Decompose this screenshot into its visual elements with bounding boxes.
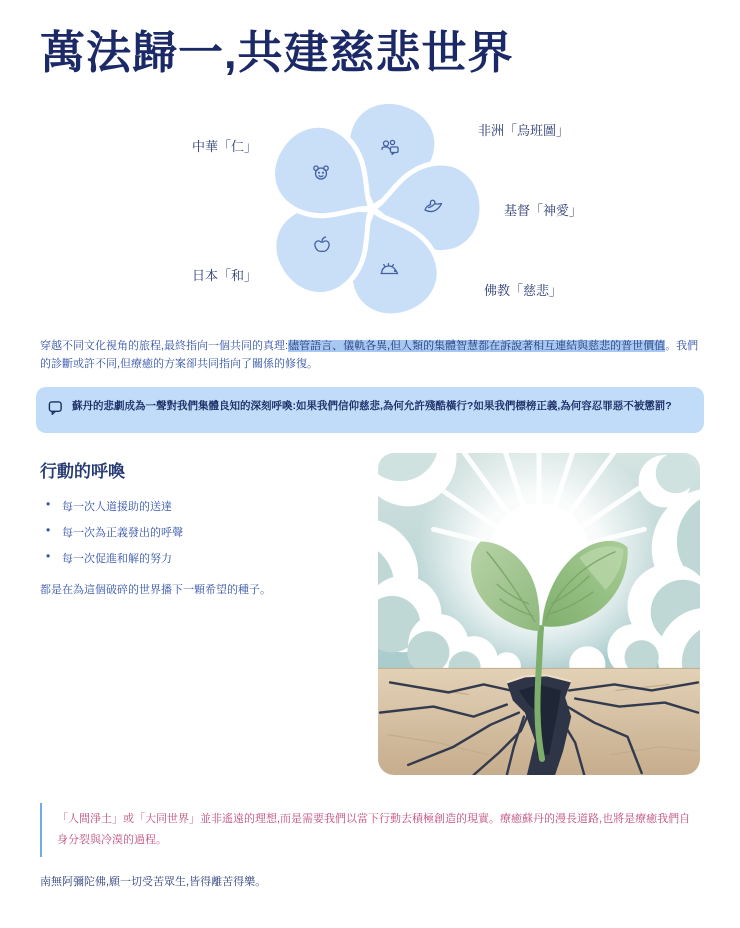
action-list: [46, 498, 354, 566]
culture-flower-diagram: [0, 84, 740, 332]
callout-quote-box: [36, 387, 704, 433]
highlighted-sentence: 儘管語言、儀軌各異,但人類的集體智慧都在訴說著相互連結與慈悲的普世價值: [288, 340, 666, 352]
sprout-illustration: [378, 453, 700, 775]
document-page: [0, 26, 740, 928]
action-section: [38, 453, 354, 775]
diagram-label-africa: 非洲「烏班圖」: [478, 123, 570, 138]
page-title: 萬法歸一,共建慈悲世界: [40, 27, 514, 78]
diagram-label-christ: 基督「神愛」: [504, 203, 583, 218]
action-closing-line: 都是在為這個破碎的世界播下一顆希望的種子。: [40, 584, 271, 597]
list-item: • 每一次促進和解的努力: [46, 550, 354, 566]
diagram-label-china: 中華「仁」: [192, 139, 258, 154]
content-columns: [38, 453, 702, 775]
intro-text-after: 。我們的診斷或許不同,但療癒的方案卻共同指向了關係的修復。: [40, 340, 699, 370]
speech-bubble-icon: [48, 400, 63, 421]
intro-paragraph: [40, 338, 700, 373]
list-item: • 每一次為正義發出的呼聲: [46, 524, 354, 540]
diagram-label-japan: 日本「和」: [192, 268, 258, 283]
flower-petals: [0, 84, 740, 332]
closing-blockquote: 「人間淨土」或「大同世界」並非遙遠的理想,而是需要我們以當下行動去積極創造的現實。療癒蘇丹的漫長道路,也將是療癒我們自身分裂與冷漠的過程。: [40, 803, 700, 857]
footer-blessing-line: 南無阿彌陀佛,願一切受苦眾生,皆得離苦得樂。: [40, 875, 267, 888]
list-item: • 每一次人道援助的送達: [46, 498, 354, 514]
callout-quote-text: 蘇丹的悲劇成為一聲對我們集體良知的深刻呼喚:如果我們信仰慈悲,為何允許殘酷橫行?如果我們標榜正義,為何容忍罪惡不被懲罰?: [72, 400, 672, 413]
diagram-label-buddha: 佛教「慈悲」: [484, 283, 563, 298]
intro-text-before: 穿越不同文化視角的旅程,最終指向一個共同的真理:: [40, 340, 289, 352]
section-heading: 行動的呼喚: [40, 462, 125, 482]
